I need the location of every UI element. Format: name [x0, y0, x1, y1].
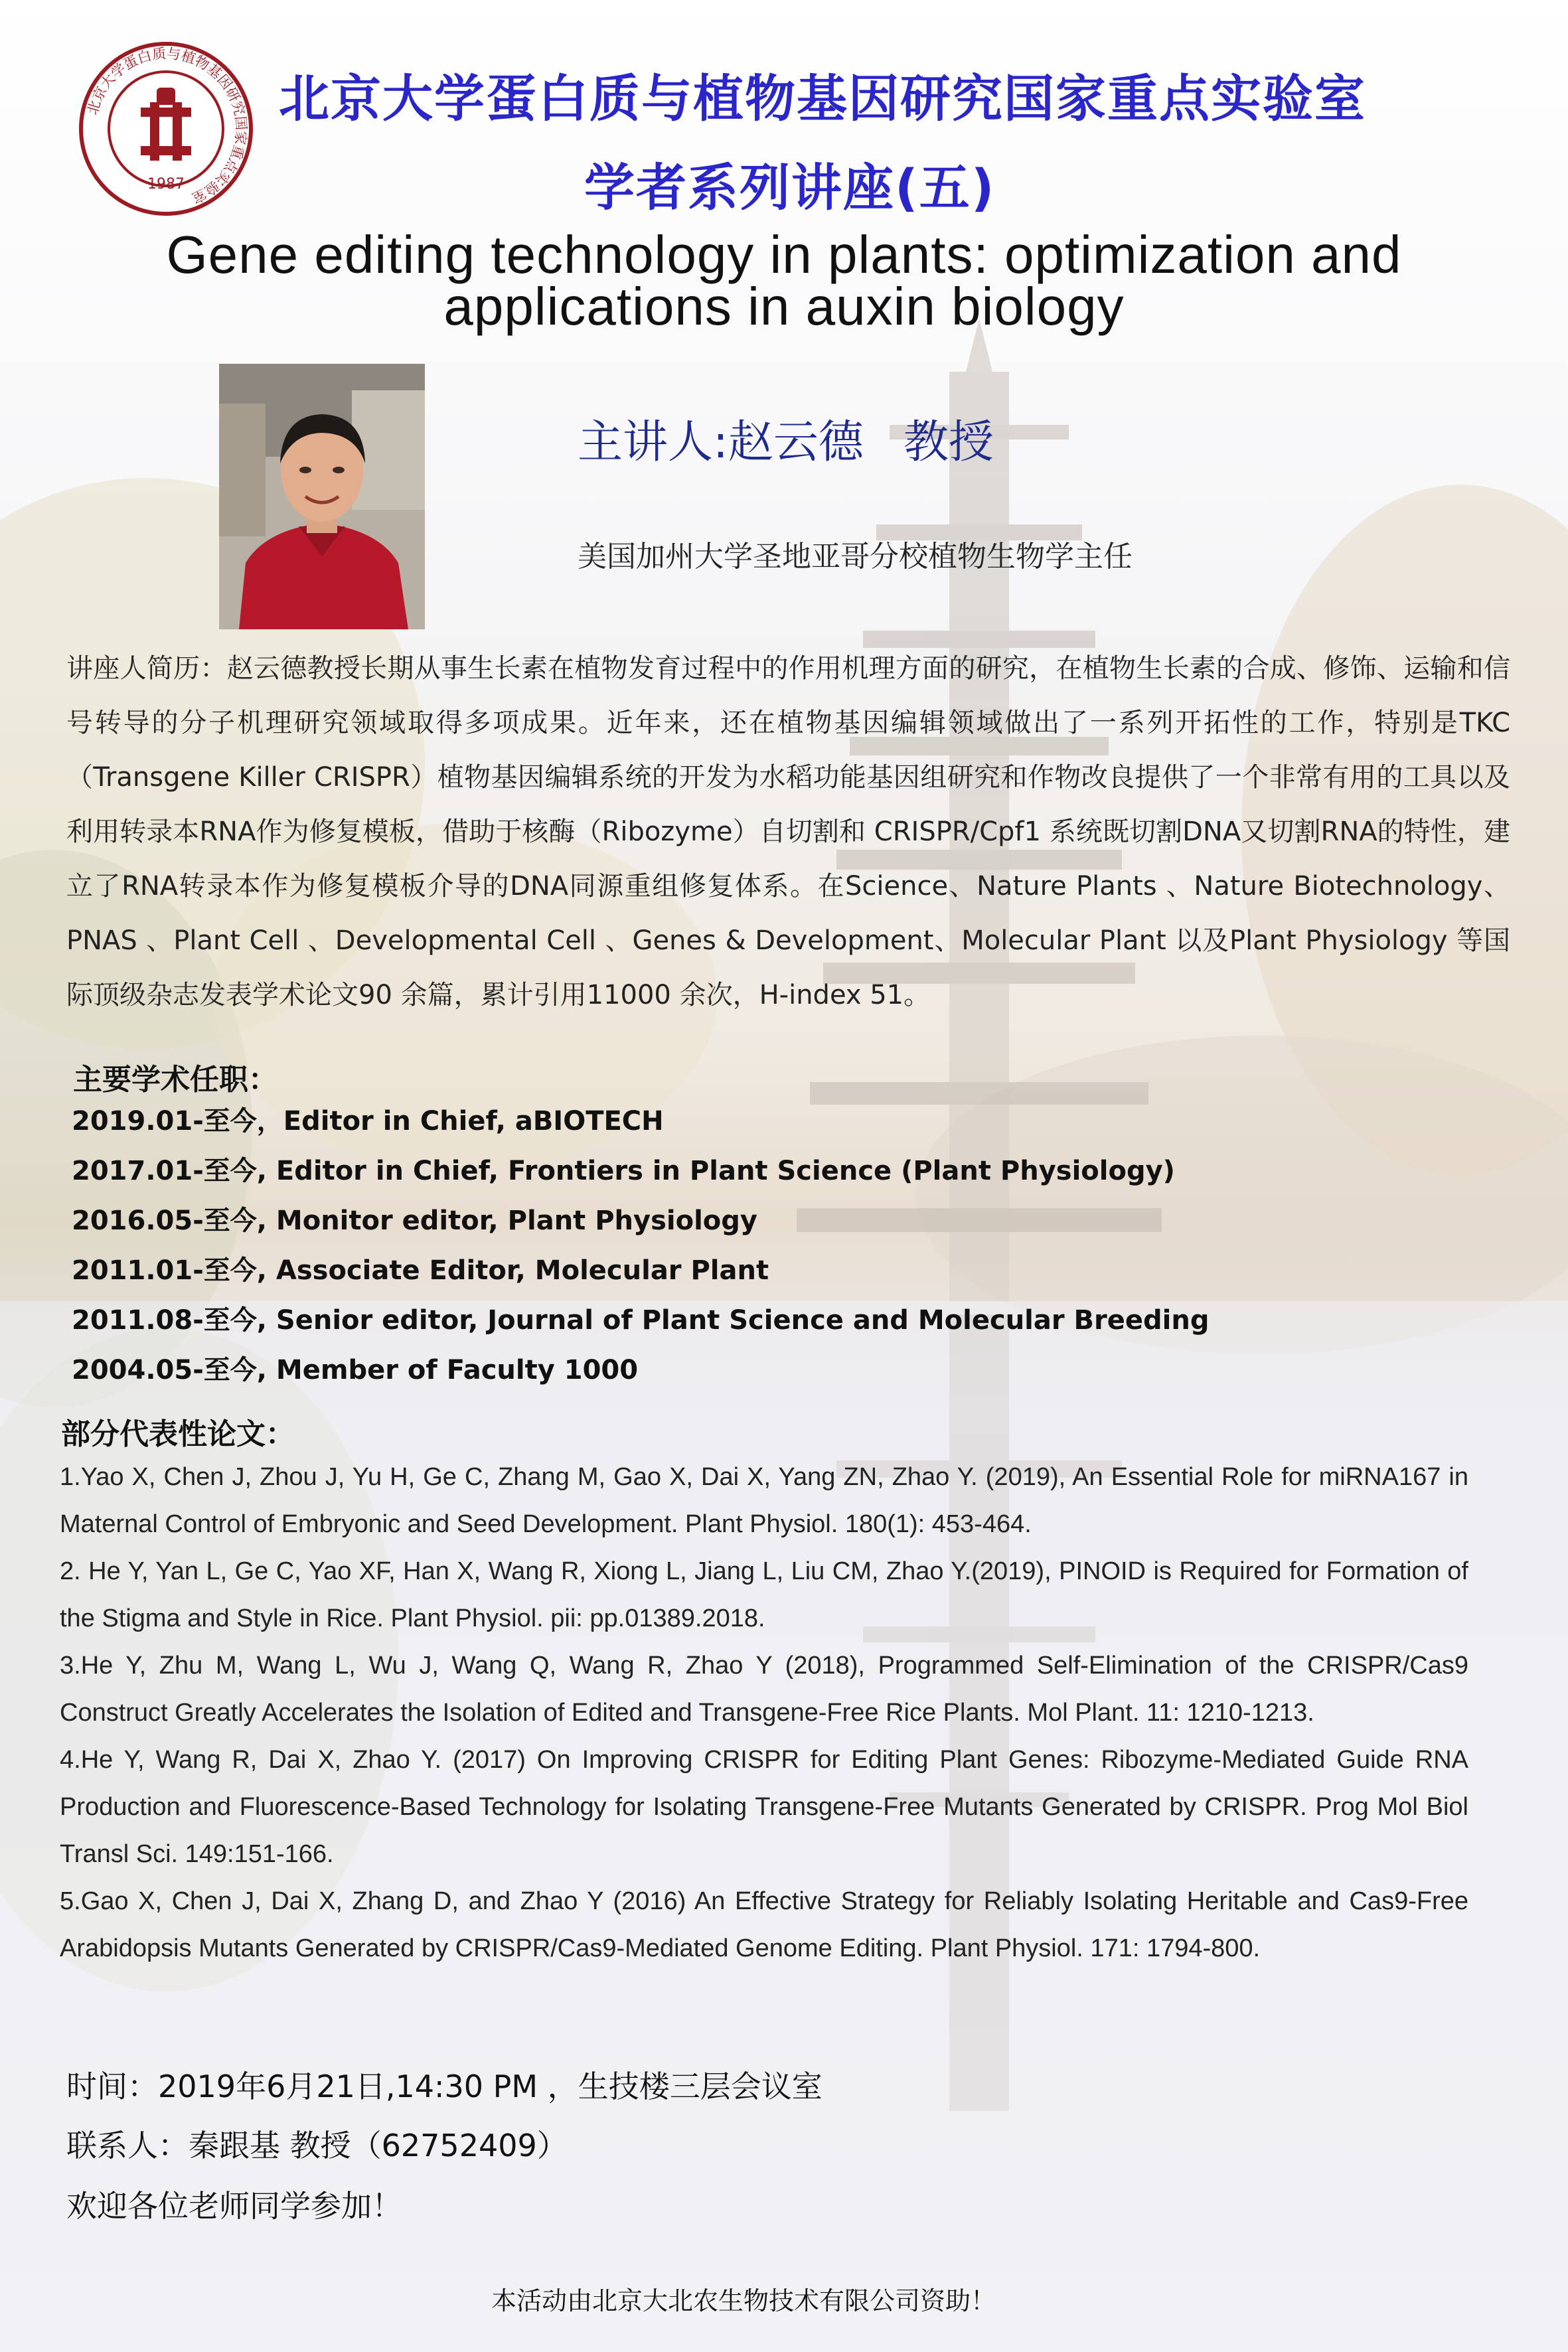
position-item: 2011.08-至今, Senior editor, Journal of Plant Science and Molecular Breeding: [72, 1305, 1210, 1336]
talk-title-line2: applications in auxin biology: [443, 277, 1125, 336]
position-item: 2016.05-至今, Monitor editor, Plant Physiology: [72, 1206, 757, 1236]
event-time-location: 时间：2019年6月21日,14:30 PM ，生技楼三层会议室: [66, 2069, 823, 2104]
lab-title: 北京大学蛋白质与植物基因研究国家重点实验室: [279, 69, 1366, 128]
speaker-affiliation: 美国加州大学圣地亚哥分校植物生物学主任: [578, 540, 1133, 574]
publication-item: 2. He Y, Yan L, Ge C, Yao XF, Han X, Wang R, Xiong L, Jiang L, Liu CM, Zhao Y.(2019), PINOID is Required for Formation of the Stigma and Style in Rice. Plant Physiol. pii: pp.01389.2018.: [60, 1557, 1468, 1632]
sponsor-note: 本活动由北京大北农生物技术有限公司资助！: [491, 2286, 996, 2315]
svg-text:1987: 1987: [147, 176, 185, 193]
speaker-biography: 讲座人简历：赵云德教授长期从事生长素在植物发育过程中的作用机理方面的研究，在植物生长素的合成、修饰、运输和信号转导的分子机理研究领域取得多项成果。近年来，还在植物基因编辑领域做出了一系列开拓性的工作，特别是TKC（Transgene Killer CRISPR）植物基因编辑系统的开发为水稻功能基因组研究和作物改良提供了一个非常有用的工具以及利用转录本RNA作为修复模板，借助于核酶（Ribozyme）自切割和 CRISPR/Cpf1 系统既切割DNA又切割RNA的特性，建立了RNA转录本作为修复模板介导的DNA同源重组修复体系。在Science、Nature Plants 、Nature Biotechnology、PNAS 、Plant Cell 、Developmental Cell 、Genes & Development、Molecular Plant 以及Plant Physiology 等国际顶级杂志发表学术论文90 余篇，累计引用11000 余次，H-index 51。: [66, 653, 1510, 1010]
lecture-series-title: 学者系列讲座(五): [584, 158, 996, 217]
svg-text:北京大学蛋白质与植物基因研究国家重点实验室: 北京大学蛋白质与植物基因研究国家重点实验室: [84, 45, 250, 206]
position-item: 2004.05-至今, Member of Faculty 1000: [72, 1355, 639, 1385]
publication-item: 4.He Y, Wang R, Dai X, Zhao Y. (2017) On Improving CRISPR for Editing Plant Genes: Ribozyme-Mediated Guide RNA Production and Fluorescence-Based Technology for Isolating Transgene-Free Mutants Generated by CRISPR. Prog Mol Biol Transl Sci. 149:151-166.: [60, 1746, 1468, 1868]
publication-item: 3.He Y, Zhu M, Wang L, Wu J, Wang Q, Wang R, Zhao Y (2018), Programmed Self-Elimination of the CRISPR/Cas9 Construct Greatly Accelerates the Isolation of Edited and Transgene-Free Rice Plants. Mol Plant. 11: 1210-1213.: [60, 1652, 1468, 1727]
university-seal-logo: [78, 41, 254, 216]
speaker-line: [578, 406, 994, 471]
positions-list: [72, 1097, 1209, 1395]
position-item: 2019.01-至今，Editor in Chief, aBIOTECH: [72, 1106, 664, 1137]
publications-list: [60, 1454, 1468, 1972]
talk-title-line1: Gene editing technology in plants: optimization and: [166, 225, 1402, 284]
event-contact: 联系人：秦跟基 教授（62752409）: [66, 2128, 568, 2163]
positions-heading: 主要学术任职：: [73, 1063, 277, 1097]
publications-heading: 部分代表性论文：: [61, 1417, 295, 1451]
position-item: 2011.01-至今, Associate Editor, Molecular Plant: [72, 1255, 769, 1286]
event-welcome: 欢迎各位老师同学参加！: [66, 2188, 402, 2224]
publication-item: 5.Gao X, Chen J, Dai X, Zhang D, and Zhao Y (2016) An Effective Strategy for Reliably Isolating Heritable and Cas9-Free Arabidopsis Mutants Generated by CRISPR/Cas9-Mediated Genome Editing. Plant Physiol. 171: 1794-800.: [60, 1887, 1468, 1962]
publication-item: 1.Yao X, Chen J, Zhou J, Yu H, Ge C, Zhang M, Gao X, Dai X, Yang ZN, Zhao Y. (2019), An Essential Role for miRNA167 in Maternal Control of Embryonic and Seed Development. Plant Physiol. 180(1): 453-464.: [60, 1463, 1468, 1538]
speaker-rank: 教授: [903, 416, 994, 469]
speaker-label: 主讲人:: [578, 416, 728, 469]
speaker-name: 赵云德: [728, 416, 864, 469]
position-item: 2017.01-至今, Editor in Chief, Frontiers in Plant Science (Plant Physiology): [72, 1156, 1175, 1186]
speaker-photo: [219, 364, 425, 629]
